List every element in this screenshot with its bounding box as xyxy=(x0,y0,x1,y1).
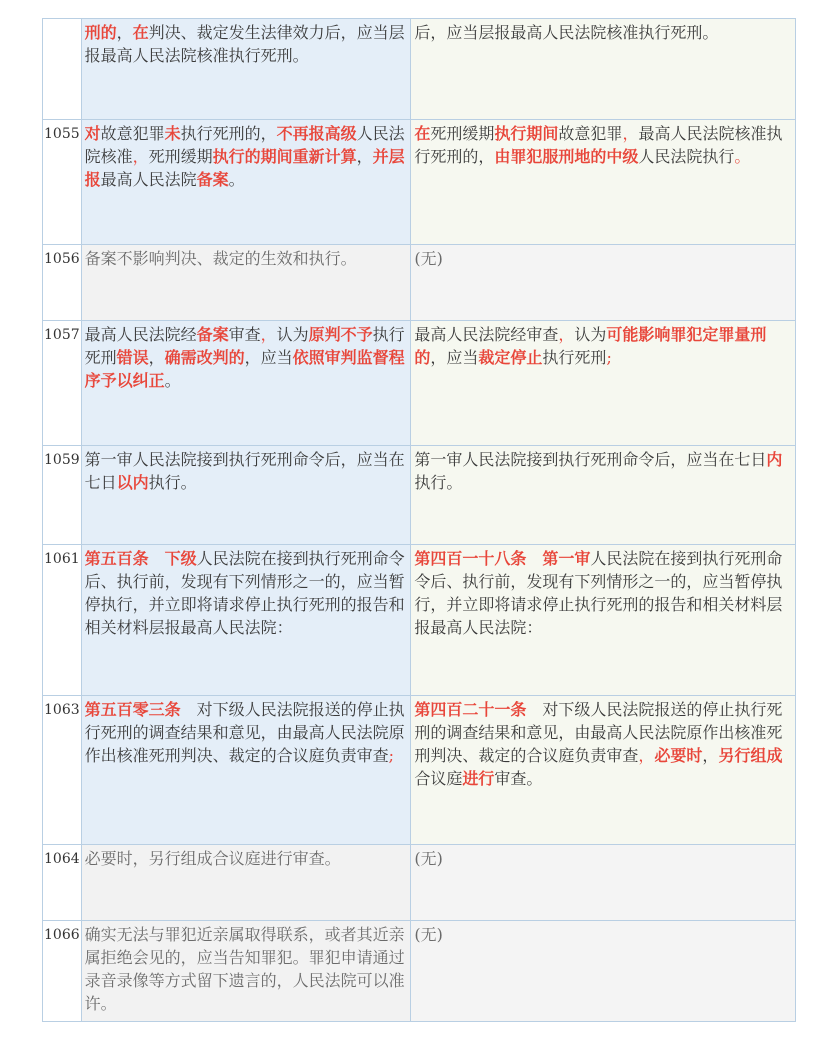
highlighted-text: 另行组成 xyxy=(718,746,783,765)
original-text-cell xyxy=(81,321,411,446)
original-text-cell xyxy=(81,921,411,1022)
text-spacer xyxy=(526,698,542,721)
text-segment: ， xyxy=(116,23,133,42)
row-number: 1063 xyxy=(43,696,82,845)
row-number: 1055 xyxy=(43,120,82,245)
original-text-cell xyxy=(81,19,411,120)
comparison-table xyxy=(42,18,796,1022)
table-row xyxy=(43,545,796,696)
text-segment: 第一审人民法院接到执行死刑命令后，应当在七日 xyxy=(84,450,405,492)
text-segment: 。 xyxy=(164,371,181,390)
revised-text-cell xyxy=(411,446,796,545)
text-segment: 后，应当层报最高人民法院核准执行死刑。 xyxy=(414,23,719,42)
text-segment: 确实无法与罪犯近亲属取得联系，或者其近亲属拒绝会见的，应当告知罪犯。罪犯申请通过录音录像等方式留下遗言的，人民法院可以准许。 xyxy=(84,925,405,1013)
row-number xyxy=(43,19,82,120)
text-spacer xyxy=(526,547,542,570)
revised-text-cell xyxy=(411,19,796,120)
revised-text-cell xyxy=(411,696,796,845)
text-segment: 审查。 xyxy=(494,769,543,788)
highlighted-text: 可能影响罪犯定罪量刑的 xyxy=(414,325,767,367)
text-segment: (无) xyxy=(414,249,443,268)
revised-text-cell xyxy=(411,120,796,245)
table-row xyxy=(43,446,796,545)
highlighted-text: ， xyxy=(622,124,639,143)
original-text-cell xyxy=(81,120,411,245)
text-segment: 备案不影响判决、裁定的生效和执行。 xyxy=(84,249,357,268)
revised-text-cell xyxy=(411,845,796,921)
text-segment: 执行死刑 xyxy=(542,348,607,367)
table-row xyxy=(43,921,796,1022)
highlighted-text: ， xyxy=(260,325,277,344)
highlighted-text: 第四百二十一条 xyxy=(414,700,527,719)
highlighted-text: 依照审判监督程序予以纠正 xyxy=(84,348,405,390)
highlighted-text: 执行的期间重新计算 xyxy=(212,147,357,166)
original-text-cell xyxy=(81,245,411,321)
highlighted-text: 在 xyxy=(414,124,431,143)
highlighted-text: 在 xyxy=(132,23,149,42)
text-segment: ，应当 xyxy=(430,348,479,367)
text-segment: ， xyxy=(356,147,373,166)
text-segment: ，应当 xyxy=(244,348,293,367)
table-row xyxy=(43,321,796,446)
highlighted-text: 未 xyxy=(164,124,181,143)
text-spacer xyxy=(181,698,197,721)
text-segment: 执行死刑 xyxy=(84,325,405,367)
text-segment: 故意犯罪 xyxy=(558,124,623,143)
highlighted-text: 备案 xyxy=(196,325,229,344)
text-segment: 死刑缓期 xyxy=(430,124,495,143)
text-segment: 判决、裁定发生法律效力后，应当层报最高人民法院核准执行死刑。 xyxy=(84,23,405,65)
row-number: 1056 xyxy=(43,245,82,321)
highlighted-text: 第一审 xyxy=(542,549,591,568)
highlighted-text: 原判不予 xyxy=(308,325,373,344)
highlighted-text: 。 xyxy=(734,147,751,166)
highlighted-text: 第四百一十八条 xyxy=(414,549,527,568)
highlighted-text: 并层报 xyxy=(84,147,405,189)
highlighted-text: 备案 xyxy=(196,170,229,189)
text-segment: 对下级人民法院报送的停止执行死刑的调查结果和意见，由最高人民法院原作出核准死刑判决、裁定的合议庭负责审查 xyxy=(414,700,783,765)
text-segment: 第一审人民法院接到执行死刑命令后，应当在七日 xyxy=(414,450,767,469)
highlighted-text: 内 xyxy=(766,450,783,469)
text-segment: 人民法院在接到执行死刑命令后、执行前，发现有下列情形之一的，应当暂停执行，并立即将请求停止执行死刑的报告和相关材料层报最高人民法院： xyxy=(84,549,405,637)
highlighted-text: 确需改判的 xyxy=(164,348,245,367)
highlighted-text: 必要时 xyxy=(654,746,703,765)
highlighted-text: 裁定停止 xyxy=(478,348,543,367)
original-text-cell xyxy=(81,845,411,921)
original-text-cell xyxy=(81,446,411,545)
highlighted-text: 执行期间 xyxy=(494,124,559,143)
revised-text-cell xyxy=(411,921,796,1022)
table-row xyxy=(43,696,796,845)
original-text-cell xyxy=(81,696,411,845)
text-segment: (无) xyxy=(414,925,443,944)
highlighted-text: ， xyxy=(638,746,655,765)
text-segment: 执行死刑的， xyxy=(180,124,277,143)
text-segment: 人民法院在接到执行死刑命令后、执行前，发现有下列情形之一的，应当暂停执行，并立即将请求停止执行死刑的报告和相关材料层报最高人民法院： xyxy=(414,549,783,637)
row-number: 1057 xyxy=(43,321,82,446)
text-segment: 执行。 xyxy=(414,473,463,492)
text-segment: 审查 xyxy=(228,325,261,344)
highlighted-text: ， xyxy=(132,147,149,166)
text-segment: ， xyxy=(148,348,165,367)
text-segment: 最高人民法院经 xyxy=(84,325,197,344)
text-segment: 。 xyxy=(228,170,245,189)
highlighted-text: ; xyxy=(606,348,612,367)
text-segment: (无) xyxy=(414,849,443,868)
highlighted-text: 第五百零三条 xyxy=(84,700,181,719)
highlighted-text: 下级 xyxy=(164,549,197,568)
text-segment: 认为 xyxy=(574,325,607,344)
row-number: 1066 xyxy=(43,921,82,1022)
highlighted-text: 第五百条 xyxy=(84,549,149,568)
text-segment: 对下级人民法院报送的停止执行死刑的调查结果和意见，由最高人民法院原作出核准死刑判决、裁定的合议庭负责审查 xyxy=(84,700,405,765)
text-segment: 执行。 xyxy=(148,473,197,492)
highlighted-text: 以内 xyxy=(116,473,149,492)
text-segment: 人民法院核准 xyxy=(84,124,405,166)
text-segment: 人民法院执行 xyxy=(638,147,735,166)
table-row xyxy=(43,19,796,120)
text-spacer xyxy=(149,547,165,570)
highlighted-text: 进行 xyxy=(462,769,495,788)
highlighted-text: 对 xyxy=(84,124,101,143)
text-segment: 死刑缓期 xyxy=(148,147,213,166)
text-segment: 合议庭 xyxy=(414,769,463,788)
row-number: 1064 xyxy=(43,845,82,921)
table-row xyxy=(43,120,796,245)
text-segment: 认为 xyxy=(276,325,309,344)
text-segment: 最高人民法院核准执行死刑的， xyxy=(414,124,783,166)
row-number: 1059 xyxy=(43,446,82,545)
text-segment: 最高人民法院经审查 xyxy=(414,325,559,344)
highlighted-text: ， xyxy=(558,325,575,344)
highlighted-text: 不再报高级 xyxy=(276,124,357,143)
revised-text-cell xyxy=(411,245,796,321)
text-segment: 故意犯罪 xyxy=(100,124,165,143)
highlighted-text: 刑的 xyxy=(84,23,117,42)
table-row xyxy=(43,845,796,921)
text-segment: ， xyxy=(702,746,719,765)
text-segment: 最高人民法院 xyxy=(100,170,197,189)
text-segment: 必要时，另行组成合议庭进行审查。 xyxy=(84,849,341,868)
highlighted-text: 由罪犯服刑地的中级 xyxy=(494,147,639,166)
row-number: 1061 xyxy=(43,545,82,696)
original-text-cell xyxy=(81,545,411,696)
revised-text-cell xyxy=(411,321,796,446)
highlighted-text: ; xyxy=(388,746,394,765)
highlighted-text: 错误 xyxy=(116,348,149,367)
table-row xyxy=(43,245,796,321)
revised-text-cell xyxy=(411,545,796,696)
